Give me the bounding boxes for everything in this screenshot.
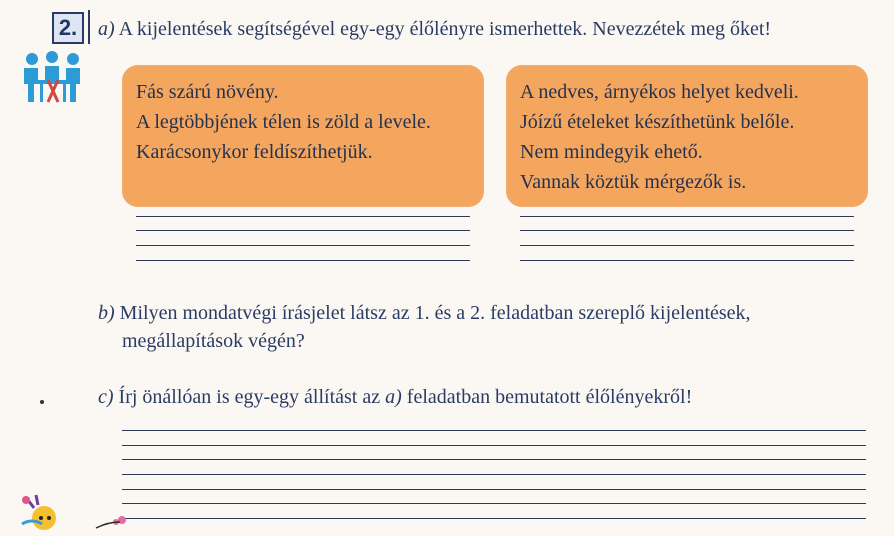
question-a-text: A kijelentések segítségével egy-egy élőlényre ismerhettek. Nevezzétek meg őket! — [118, 18, 772, 40]
question-b-letter: b) — [98, 302, 115, 324]
clue-card-1-line: Fás szárú növény. — [136, 81, 279, 103]
question-a — [98, 18, 771, 41]
clue-card-2-line: Jóízű ételeket készíthetünk belőle. — [520, 111, 795, 133]
clue-card-2-line: A nedves, árnyékos helyet kedveli. — [520, 81, 799, 103]
question-c-text-post: feladatban bemutatott élőlényekről! — [401, 386, 693, 408]
question-a-letter: a) — [98, 18, 115, 40]
task-number-divider — [88, 10, 90, 44]
question-c-letter: c) — [98, 386, 114, 408]
margin-dot — [40, 400, 44, 404]
clue-card-1 — [122, 65, 484, 207]
clue-card-2-line: Vannak köztük mérgezők is. — [520, 171, 747, 193]
task-number: 2. — [58, 15, 78, 40]
question-b — [98, 302, 751, 325]
clue-card-1-line: Karácsonykor feldíszíthetjük. — [136, 141, 373, 163]
child-figure-icon — [18, 494, 66, 531]
question-b-line-2: megállapítások végén? — [122, 330, 305, 352]
flower-icon — [94, 514, 134, 531]
clue-card-1-line: A legtöbbjének télen is zöld a levele. — [136, 111, 431, 133]
question-c-text-italic: a) — [385, 386, 402, 408]
clue-card-2 — [506, 65, 868, 207]
task-number-box — [52, 12, 84, 44]
question-c — [98, 386, 692, 409]
group-work-icon — [18, 50, 96, 106]
clue-card-2-line: Nem mindegyik ehető. — [520, 141, 703, 163]
question-b-line-1: Milyen mondatvégi írásjelet látsz az 1. és a 2. feladatban szereplő kijelentések, — [119, 302, 751, 324]
question-c-text-pre: Írj önállóan is egy-egy állítást az — [118, 386, 386, 408]
